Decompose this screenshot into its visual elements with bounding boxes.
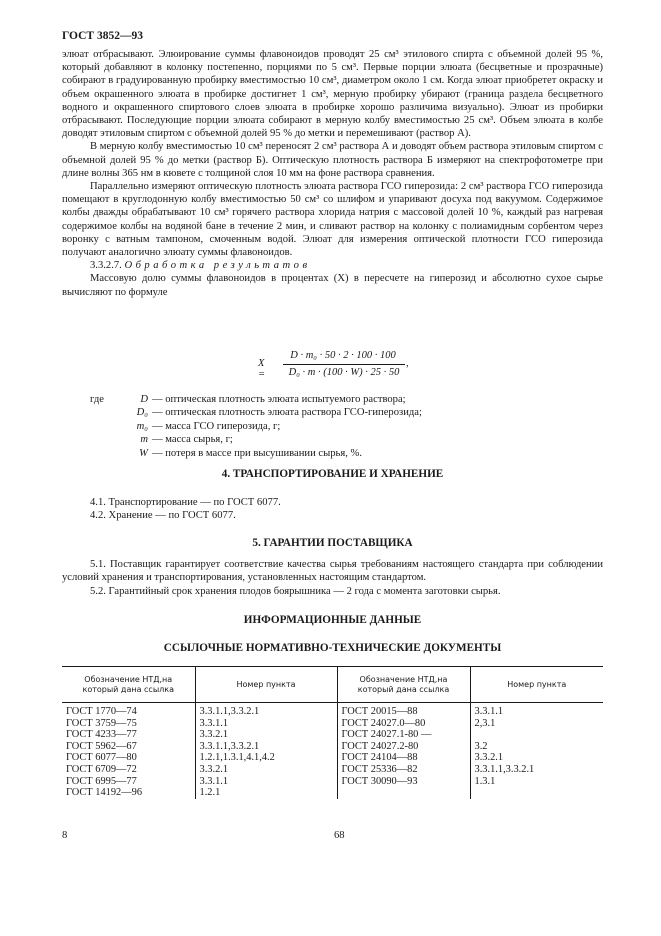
definition-row [90, 447, 422, 460]
table-row [62, 764, 603, 776]
table-cell: 3.3.1.1 [195, 718, 337, 730]
body-text [62, 48, 603, 299]
table-row [62, 752, 603, 764]
page-number-center: 68 [334, 830, 345, 841]
definition-text: — оптическая плотность элюата испытуемого раствора; [152, 394, 406, 405]
column-header: Обозначение НТД,на который дана ссылка [337, 667, 470, 703]
definition-text: — масса ГСО гиперозида, г; [152, 420, 281, 432]
paragraph: элюат отбрасывают. Элюирование суммы флавоноидов проводят 25 см³ этилового спирта с объемной долей 95 %, который добавляют в колонку постепенно, порциями по 5 см³. Первые порции элюата (бесцветные и прозрачные) собирают в градуированную пробирку вместимостью 10 см³, диаметром около 1 см. Когда элюат приобретет окраску и объем окрашенного элюата в пробирке достигнет 1 см³, мерную пробирку убирают (граница раздела бесцветного водного и окрашенного спиртового слоев элюата в пробирке хорошо различима визуально). Элюат из пробирки отбрасывают. Последующие порции элюата собирают в мерную колбу вместимостью 25 см³. Объем элюата в колбе доводят этиловым спиртом с объемной долей 95 % до метки и перемешивают (раствор А). [62, 49, 603, 140]
formula-lhs: X = [258, 358, 266, 380]
paragraph: Параллельно измеряют оптическую плотность элюата раствора ГСО гиперозида: 2 см³ раствора ГСО гиперозида помещают в круглодонную колбу вместимостью 50 см³ со шлифом и упаривают досуха под вакуумом. Содержимое колбы дважды обрабатывают 10 см³ горячего раствора хлорида натрия с массовой долей 10 %, каждый раз нагревая содержимое колбы на водяной бане в течение 2 мин, и сливают раствор на колонку с полиамидным сорбентом через воронку с ватным тампоном, смоченным водой. Элюат для измерения оптической плотности ГСО гиперозида получают аналогично элюату суммы флавоноидов. [62, 181, 603, 259]
definition-row [90, 393, 422, 406]
section-item: 4.1. Транспортирование — по ГОСТ 6077. [90, 497, 281, 508]
table-row [62, 703, 603, 718]
table-cell: 3.3.1.1,3.3.2.1 [195, 741, 337, 753]
subsection-number: 3.3.2.7. [90, 260, 122, 272]
table-cell: 1.3.1 [470, 776, 603, 788]
table-cell: ГОСТ 30090—93 [337, 776, 470, 788]
formula-tail: , [406, 358, 409, 369]
table-cell: 3.3.1.1,3.3.2.1 [470, 764, 603, 776]
definition-row [90, 433, 422, 446]
section-4-items [90, 496, 281, 523]
section-4-heading: 4. ТРАНСПОРТИРОВАНИЕ И ХРАНЕНИЕ [221, 468, 444, 480]
table-cell [470, 787, 603, 799]
formula-numerator: D · m₀ · 50 · 2 · 100 · 100 [290, 350, 396, 361]
table-cell: 3.2 [470, 741, 603, 753]
column-header: Номер пункта [470, 667, 603, 703]
table-cell: 3.3.2.1 [195, 764, 337, 776]
table-row [62, 776, 603, 788]
table-cell: ГОСТ 6995—77 [66, 775, 137, 787]
table-row [62, 787, 603, 799]
definition-symbol: D₀ [136, 407, 148, 419]
table-cell: 2,3.1 [470, 718, 603, 730]
subsection-heading [62, 259, 603, 272]
definition-text: — масса сырья, г; [152, 434, 233, 446]
table-cell [470, 729, 603, 741]
definition-symbol: m [140, 434, 148, 446]
column-header: Обозначение НТД,на который дана ссылка [62, 667, 195, 703]
table-cell: 3.3.1.1,3.3.2.1 [195, 703, 337, 718]
table-cell: ГОСТ 3759—75 [66, 717, 137, 729]
table-cell: 3.3.2.1 [470, 752, 603, 764]
table-cell: 3.3.1.1 [470, 703, 603, 718]
table-cell: ГОСТ 24027.0—80 [337, 718, 470, 730]
definition-symbol: D [140, 394, 148, 405]
table-cell: ГОСТ 5962—67 [66, 740, 137, 752]
table-cell: ГОСТ 6077—80 [66, 752, 137, 764]
table-cell: 1.2.1,1.3.1,4.1,4.2 [195, 752, 337, 764]
formula-denominator: D₀ · m · (100 · W) · 25 · 50 [288, 367, 400, 378]
paragraph: 5.2. Гарантийный срок хранения плодов боярышника — 2 года с момента заготовки сырья. [90, 585, 501, 597]
definition-row [90, 420, 422, 433]
table-cell: 3.3.1.1 [195, 776, 337, 788]
table-cell: ГОСТ 24104—88 [337, 752, 470, 764]
column-header: Номер пункта [195, 667, 337, 703]
table-cell: 1.2.1 [195, 787, 337, 799]
table-cell: 3.3.2.1 [195, 729, 337, 741]
table-cell: ГОСТ 20015—88 [337, 703, 470, 718]
definition-symbol: m₀ [136, 420, 148, 432]
subsection-title: Обработка результатов [124, 260, 311, 272]
definition-lead: где [90, 394, 104, 405]
paragraph: 5.1. Поставщик гарантирует соответствие качества сырья требованиям настоящего стандарта при соблюдении условий хранения и транспортирования, установленных настоящим стандартом. [62, 559, 603, 584]
info-heading: ИНФОРМАЦИОННЫЕ ДАННЫЕ [243, 614, 422, 626]
table-cell: ГОСТ 24027.2-80 [337, 741, 470, 753]
variable-definitions [90, 393, 422, 460]
table-header-row [62, 667, 603, 703]
table-cell: ГОСТ 1770—74 [66, 706, 137, 717]
page-number-left: 8 [62, 830, 68, 841]
table-cell: ГОСТ 6709—72 [66, 763, 137, 775]
definition-row [90, 406, 422, 419]
paragraph: Массовую долю суммы флавоноидов в процентах (X) в пересчете на гиперозид и абсолютно сухое сырье вычисляют по формуле [62, 273, 603, 298]
references-heading: ССЫЛОЧНЫЕ НОРМАТИВНО-ТЕХНИЧЕСКИЕ ДОКУМЕНТЫ [163, 642, 502, 654]
table-row [62, 741, 603, 753]
table-cell [337, 787, 470, 799]
section-5-heading: 5. ГАРАНТИИ ПОСТАВЩИКА [252, 537, 413, 549]
table-row [62, 729, 603, 741]
fraction-bar [283, 364, 405, 365]
table-cell: ГОСТ 14192—96 [66, 787, 143, 799]
document-header-code: ГОСТ 3852—93 [62, 30, 143, 42]
definition-text: — потеря в массе при высушивании сырья, %. [152, 447, 362, 459]
definition-symbol: W [139, 447, 148, 459]
section-item: 4.2. Хранение — по ГОСТ 6077. [90, 510, 236, 522]
definition-text: — оптическая плотность элюата раствора ГСО-гиперозида; [152, 407, 422, 419]
table-row [62, 718, 603, 730]
table-cell: ГОСТ 25336—82 [337, 764, 470, 776]
table-cell: ГОСТ 24027.1-80 — [337, 729, 470, 741]
references-table [62, 666, 603, 799]
section-5-text [62, 558, 603, 598]
table-cell: ГОСТ 4233—77 [66, 729, 137, 741]
paragraph: В мерную колбу вместимостью 10 см³ переносят 2 см³ раствора А и доводят объем раствора этиловым спиртом с объемной долей 95 % до метки (раствор Б). Оптическую плотность раствора Б измеряют на спектрофотометре при длине волны 365 нм в кювете с толщиной слоя 10 мм на фоне раствора сравнения. [62, 141, 603, 179]
